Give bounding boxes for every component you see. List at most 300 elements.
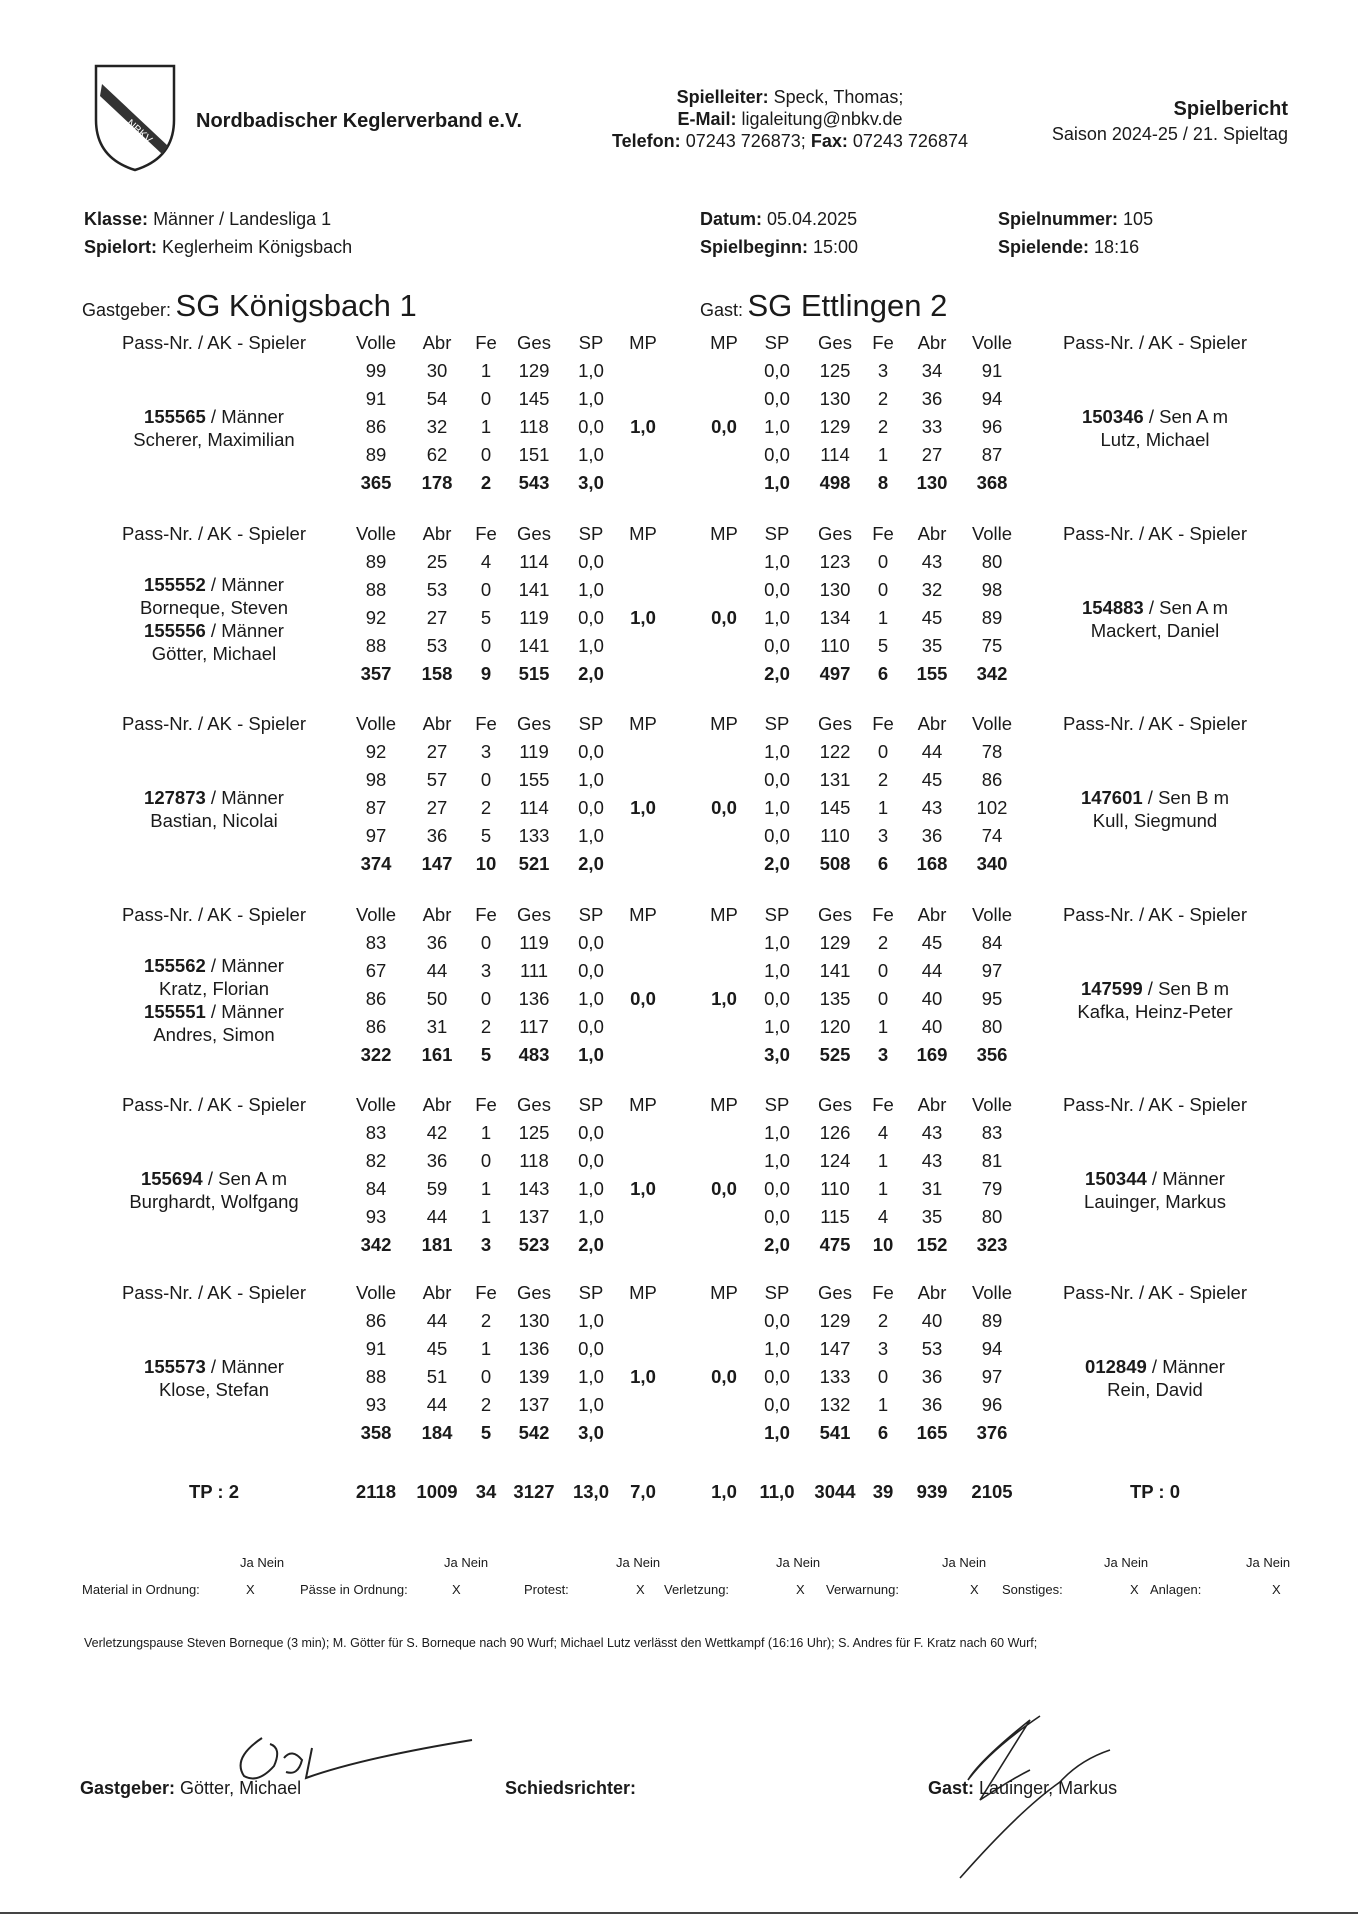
guest-cell: 4 [877,1206,889,1227]
home-mp: 1,0 [630,797,656,818]
home-col-header-ges: Ges [517,1094,551,1115]
home-cell: 0,0 [578,607,604,628]
guest-cell: 98 [981,579,1003,600]
home-col-header-pass: Pass-Nr. / AK - Spieler [121,523,307,544]
home-mp: 0,0 [630,988,656,1009]
home-cell: 0 [480,444,492,465]
home-cell: 0 [480,1366,492,1387]
home-subtotal: 342 [360,1234,392,1255]
home-col-header-mp: MP [629,523,657,544]
klasse-label: Klasse: [84,209,149,229]
ende-value: 18:16 [1094,237,1140,257]
home-cell: 133 [518,825,550,846]
home-cell: 130 [518,1310,550,1331]
home-cell: 98 [365,769,387,790]
guest-cell: 32 [921,579,943,600]
home-subtotal: 147 [421,853,453,874]
guest-player-pass [1025,1167,1285,1190]
home-grand-total: 13,0 [572,1481,609,1502]
guest-subtotal: 342 [976,663,1008,684]
guest-cell: 0 [877,1366,889,1387]
home-col-header-abr: Abr [422,332,452,353]
home-cell: 1 [480,360,492,381]
home-cell: 0,0 [578,1016,604,1037]
spielort-label: Spielort: [84,237,158,257]
age-class: / Sen A m [1143,406,1229,427]
guest-col-header-mp: MP [710,1282,738,1303]
home-cell: 1,0 [578,1310,604,1331]
age-class: / Männer [205,787,284,808]
home-cell: 119 [519,607,549,628]
home-cell: 0 [480,579,492,600]
report-title: Spielbericht [1173,98,1288,120]
guest-subtotal: 165 [916,1422,948,1443]
ende-row [998,237,1139,258]
guest-cell: 134 [819,607,851,628]
home-col-header-pass: Pass-Nr. / AK - Spieler [121,904,307,925]
guest-player-name: Rein, David [1107,1379,1203,1400]
guest-cell: 1,0 [764,797,790,818]
guest-team [700,288,947,324]
guest-col-header-ges: Ges [818,904,852,925]
home-cell: 0 [480,932,492,953]
home-cell: 31 [426,1016,448,1037]
home-cell: 86 [365,1016,387,1037]
guest-cell: 40 [921,1016,943,1037]
svg-text:NBKV: NBKV [123,117,155,147]
guest-signer-label: Gast: [928,1778,975,1798]
home-col-header-fe: Fe [475,904,497,925]
guest-cell: 96 [981,416,1003,437]
home-cell: 53 [426,635,448,656]
checklist-label: Protest: [524,1582,569,1597]
home-col-header-abr: Abr [422,904,452,925]
guest-subtotal: 6 [877,1422,889,1443]
guest-cell: 45 [921,769,943,790]
checklist-mark: X [970,1582,979,1597]
guest-col-header-sp: SP [764,523,790,544]
guest-grand-total: 1,0 [711,1481,737,1502]
guest-grand-total: 39 [872,1481,894,1502]
guest-col-header-pass: Pass-Nr. / AK - Spieler [1062,1094,1248,1115]
home-subtotal: 2 [480,472,492,493]
home-cell: 44 [426,1206,448,1227]
home-col-header-pass: Pass-Nr. / AK - Spieler [121,332,307,353]
guest-col-header-ges: Ges [818,713,852,734]
beginn-value: 15:00 [813,237,859,257]
guest-cell: 0,0 [764,388,790,409]
guest-col-header-abr: Abr [917,523,947,544]
guest-cell: 2 [877,416,889,437]
guest-cell: 120 [819,1016,851,1037]
home-cell: 62 [426,444,448,465]
home-col-header-mp: MP [629,332,657,353]
pass-number: 147599 [1080,978,1143,999]
guest-player-pass [1025,1355,1285,1378]
home-col-header-sp: SP [578,1094,604,1115]
home-cell: 82 [365,1150,387,1171]
home-cell: 0,0 [578,797,604,818]
home-mp: 1,0 [630,1178,656,1199]
home-cell: 3 [480,741,492,762]
home-subtotal: 1,0 [578,1044,604,1065]
home-subtotal: 483 [518,1044,550,1065]
guest-player-pass [1025,596,1285,619]
guest-cell: 89 [981,607,1003,628]
home-cell: 89 [365,444,387,465]
home-cell: 151 [518,444,550,465]
age-class: / Sen B m [1142,978,1230,999]
nummer-row [998,209,1153,230]
guest-cell: 0,0 [764,769,790,790]
home-players [84,573,344,665]
home-cell: 2 [480,1016,492,1037]
pass-number: 150344 [1085,1168,1147,1189]
ja-nein-header: Ja Nein [444,1555,489,1570]
guest-col-header-fe: Fe [872,1282,894,1303]
ja-nein-header: Ja Nein [776,1555,821,1570]
guest-cell: 83 [981,1122,1003,1143]
home-cell: 93 [365,1394,387,1415]
home-team-name: SG Königsbach 1 [175,288,417,323]
guest-cell: 95 [981,988,1003,1009]
guest-col-header-pass: Pass-Nr. / AK - Spieler [1062,904,1248,925]
guest-team-label: Gast: [700,300,744,320]
home-cell: 0,0 [578,960,604,981]
guest-grand-total: 939 [916,1481,948,1502]
home-col-header-pass: Pass-Nr. / AK - Spieler [121,1094,307,1115]
guest-cell: 110 [820,825,850,846]
home-cell: 88 [365,1366,387,1387]
guest-cell: 75 [981,635,1003,656]
guest-cell: 36 [921,1394,943,1415]
home-cell: 42 [426,1122,448,1143]
guest-cell: 36 [921,825,943,846]
guest-grand-total: 11,0 [759,1481,795,1502]
age-class: / Männer [205,1356,284,1377]
home-subtotal: 2,0 [578,663,604,684]
home-player-pass [84,1167,344,1190]
guest-cell: 130 [819,579,851,600]
guest-subtotal: 6 [877,853,889,874]
guest-subtotal: 376 [976,1422,1008,1443]
home-cell: 1 [480,416,492,437]
home-grand-total: 2118 [355,1481,397,1502]
home-cell: 27 [426,741,448,762]
home-cell: 114 [519,551,549,572]
guest-cell: 91 [981,360,1003,381]
home-cell: 139 [518,1366,550,1387]
guest-cell: 133 [819,1366,851,1387]
guest-cell: 135 [819,988,851,1009]
home-cell: 67 [365,960,387,981]
home-cell: 0,0 [578,741,604,762]
guest-col-header-pass: Pass-Nr. / AK - Spieler [1062,332,1248,353]
home-cell: 1 [480,1206,492,1227]
pass-number: 154883 [1081,597,1144,618]
home-cell: 50 [426,988,448,1009]
guest-cell: 0 [877,988,889,1009]
home-cell: 155 [518,769,550,790]
guest-cell: 4 [877,1122,889,1143]
guest-cell: 122 [819,741,851,762]
home-cell: 5 [480,607,492,628]
guest-cell: 1 [877,1178,889,1199]
home-cell: 97 [365,825,387,846]
datum-value: 05.04.2025 [767,209,858,229]
guest-cell: 0,0 [764,635,790,656]
guest-cell: 80 [981,1016,1003,1037]
guest-subtotal: 368 [976,472,1008,493]
guest-col-header-fe: Fe [872,713,894,734]
guest-cell: 2 [877,1310,889,1331]
guest-col-header-volle: Volle [971,332,1013,353]
home-cell: 0,0 [578,1150,604,1171]
guest-cell: 0,0 [764,1366,790,1387]
age-class: / Männer [205,620,284,641]
guest-mp: 1,0 [711,988,737,1009]
guest-cell: 27 [921,444,943,465]
datum-row [700,209,857,230]
guest-cell: 1,0 [764,416,790,437]
home-col-header-abr: Abr [422,1282,452,1303]
home-player-pass [84,573,344,596]
home-cell: 27 [426,607,448,628]
home-cell: 1,0 [578,388,604,409]
guest-col-header-mp: MP [710,332,738,353]
home-player-pass [84,1355,344,1378]
guest-col-header-pass: Pass-Nr. / AK - Spieler [1062,1282,1248,1303]
guest-cell: 80 [981,1206,1003,1227]
guest-cell: 3 [877,360,889,381]
guest-players [1025,977,1285,1023]
home-cell: 25 [426,551,448,572]
home-subtotal: 543 [518,472,550,493]
home-cell: 137 [518,1206,550,1227]
guest-subtotal: 155 [916,663,948,684]
guest-cell: 0,0 [764,360,790,381]
guest-signer [928,1778,1117,1799]
contact-block [580,86,1000,152]
home-cell: 27 [426,797,448,818]
guest-col-header-ges: Ges [818,523,852,544]
age-class: / Sen A m [202,1168,288,1189]
nummer-value: 105 [1123,209,1154,229]
guest-cell: 124 [819,1150,851,1171]
guest-cell: 2 [877,769,889,790]
checklist-label: Material in Ordnung: [82,1582,200,1597]
guest-cell: 94 [981,1338,1003,1359]
guest-cell: 84 [981,932,1003,953]
home-cell: 87 [365,797,387,818]
home-col-header-volle: Volle [355,523,397,544]
home-cell: 89 [365,551,387,572]
home-cell: 1,0 [578,988,604,1009]
home-cell: 2 [480,1394,492,1415]
home-cell: 92 [365,607,387,628]
guest-cell: 43 [921,1150,943,1171]
guest-subtotal: 3,0 [764,1044,790,1065]
guest-cell: 0,0 [764,444,790,465]
home-cell: 4 [480,551,492,572]
guest-subtotal: 6 [877,663,889,684]
guest-cell: 1 [877,607,889,628]
home-subtotal: 2,0 [578,853,604,874]
guest-cell: 89 [981,1310,1003,1331]
referee-label: Schiedsrichter: [505,1778,637,1798]
home-cell: 44 [426,1310,448,1331]
home-player-name: Burghardt, Wolfgang [129,1191,299,1212]
home-cell: 36 [426,932,448,953]
home-cell: 1,0 [578,1206,604,1227]
home-subtotal: 9 [480,663,492,684]
home-players [84,954,344,1046]
age-class: / Männer [205,574,284,595]
guest-cell: 0,0 [764,1178,790,1199]
home-mp: 1,0 [630,1366,656,1387]
guest-col-header-ges: Ges [818,1094,852,1115]
guest-subtotal: 1,0 [764,1422,790,1443]
home-player-name: Götter, Michael [151,643,277,664]
home-cell: 86 [365,988,387,1009]
home-col-header-fe: Fe [475,1094,497,1115]
guest-cell: 80 [981,551,1003,572]
pass-number: 155694 [140,1168,203,1189]
beginn-label: Spielbeginn: [700,237,808,257]
home-cell: 141 [518,635,550,656]
home-cell: 88 [365,635,387,656]
home-cell: 0 [480,635,492,656]
home-cell: 119 [519,741,549,762]
guest-subtotal: 10 [872,1234,894,1255]
ja-nein-header: Ja Nein [942,1555,987,1570]
home-grand-total: 7,0 [630,1481,656,1502]
guest-player-pass [1025,405,1285,428]
home-cell: 0,0 [578,1338,604,1359]
guest-subtotal: 541 [819,1422,851,1443]
ja-nein-header: Ja Nein [1104,1555,1149,1570]
home-col-header-sp: SP [578,332,604,353]
home-player-name: Borneque, Steven [139,597,289,618]
home-subtotal: 542 [518,1422,550,1443]
home-signer-label: Gastgeber: [80,1778,176,1798]
home-team [82,288,417,324]
home-cell: 137 [518,1394,550,1415]
guest-grand-total: 2105 [971,1481,1013,1502]
home-cell: 118 [519,1150,549,1171]
guest-cell: 1 [877,1016,889,1037]
guest-subtotal: 8 [877,472,889,493]
guest-player-name: Mackert, Daniel [1090,620,1220,641]
guest-player-name: Kull, Siegmund [1092,810,1218,831]
ja-nein-header: Ja Nein [240,1555,285,1570]
guest-cell: 97 [981,1366,1003,1387]
home-cell: 1,0 [578,825,604,846]
home-col-header-abr: Abr [422,1094,452,1115]
guest-cell: 40 [921,1310,943,1331]
guest-mp: 0,0 [711,1178,737,1199]
guest-cell: 114 [820,444,850,465]
home-col-header-abr: Abr [422,713,452,734]
guest-cell: 36 [921,1366,943,1387]
age-class: / Sen A m [1143,597,1229,618]
home-tp: TP : 2 [188,1481,240,1502]
guest-col-header-mp: MP [710,523,738,544]
guest-subtotal: 2,0 [764,663,790,684]
home-cell: 1,0 [578,444,604,465]
home-players [84,786,344,832]
age-class: / Männer [205,1001,284,1022]
guest-cell: 3 [877,825,889,846]
pass-number: 155552 [144,574,206,595]
home-col-header-ges: Ges [517,332,551,353]
checklist-mark: X [1272,1582,1281,1597]
home-mp: 1,0 [630,607,656,628]
home-cell: 141 [518,579,550,600]
home-cell: 44 [426,1394,448,1415]
guest-cell: 132 [819,1394,851,1415]
guest-cell: 1,0 [764,932,790,953]
checklist-label: Anlagen: [1150,1582,1202,1597]
guest-cell: 0,0 [764,579,790,600]
checklist-mark: X [1130,1582,1139,1597]
guest-player-name: Lauinger, Markus [1084,1191,1226,1212]
home-col-header-fe: Fe [475,713,497,734]
home-col-header-ges: Ges [517,904,551,925]
home-player-name: Scherer, Maximilian [133,429,295,450]
home-player-pass [84,405,344,428]
leiter-name: Speck, Thomas; [773,87,904,107]
guest-cell: 131 [819,769,851,790]
guest-cell: 1,0 [764,1122,790,1143]
guest-grand-total: 3044 [814,1481,856,1502]
home-col-header-mp: MP [629,1094,657,1115]
age-class: / Männer [1146,1168,1225,1189]
home-subtotal: 3,0 [578,472,604,493]
guest-cell: 147 [819,1338,851,1359]
checklist-mark: X [452,1582,461,1597]
home-cell: 51 [426,1366,448,1387]
guest-col-header-abr: Abr [917,332,947,353]
guest-subtotal: 356 [976,1044,1008,1065]
home-subtotal: 3,0 [578,1422,604,1443]
home-cell: 2 [480,797,492,818]
spielort-value: Keglerheim Königsbach [162,237,353,257]
pass-number: 155573 [144,1356,206,1377]
home-cell: 83 [365,932,387,953]
guest-cell: 3 [877,1338,889,1359]
guest-cell: 130 [819,388,851,409]
home-cell: 45 [426,1338,448,1359]
home-col-header-fe: Fe [475,523,497,544]
guest-col-header-abr: Abr [917,904,947,925]
home-cell: 143 [518,1178,550,1199]
guest-col-header-pass: Pass-Nr. / AK - Spieler [1062,713,1248,734]
home-subtotal: 158 [421,663,453,684]
email-label: E-Mail: [677,109,737,129]
home-cell: 1,0 [578,769,604,790]
guest-cell: 0,0 [764,1394,790,1415]
home-cell: 0 [480,1150,492,1171]
guest-subtotal: 498 [819,472,851,493]
home-subtotal: 5 [480,1044,492,1065]
home-col-header-sp: SP [578,523,604,544]
home-cell: 36 [426,825,448,846]
home-cell: 1,0 [578,579,604,600]
guest-cell: 31 [921,1178,943,1199]
guest-cell: 1,0 [764,960,790,981]
guest-col-header-sp: SP [764,1282,790,1303]
